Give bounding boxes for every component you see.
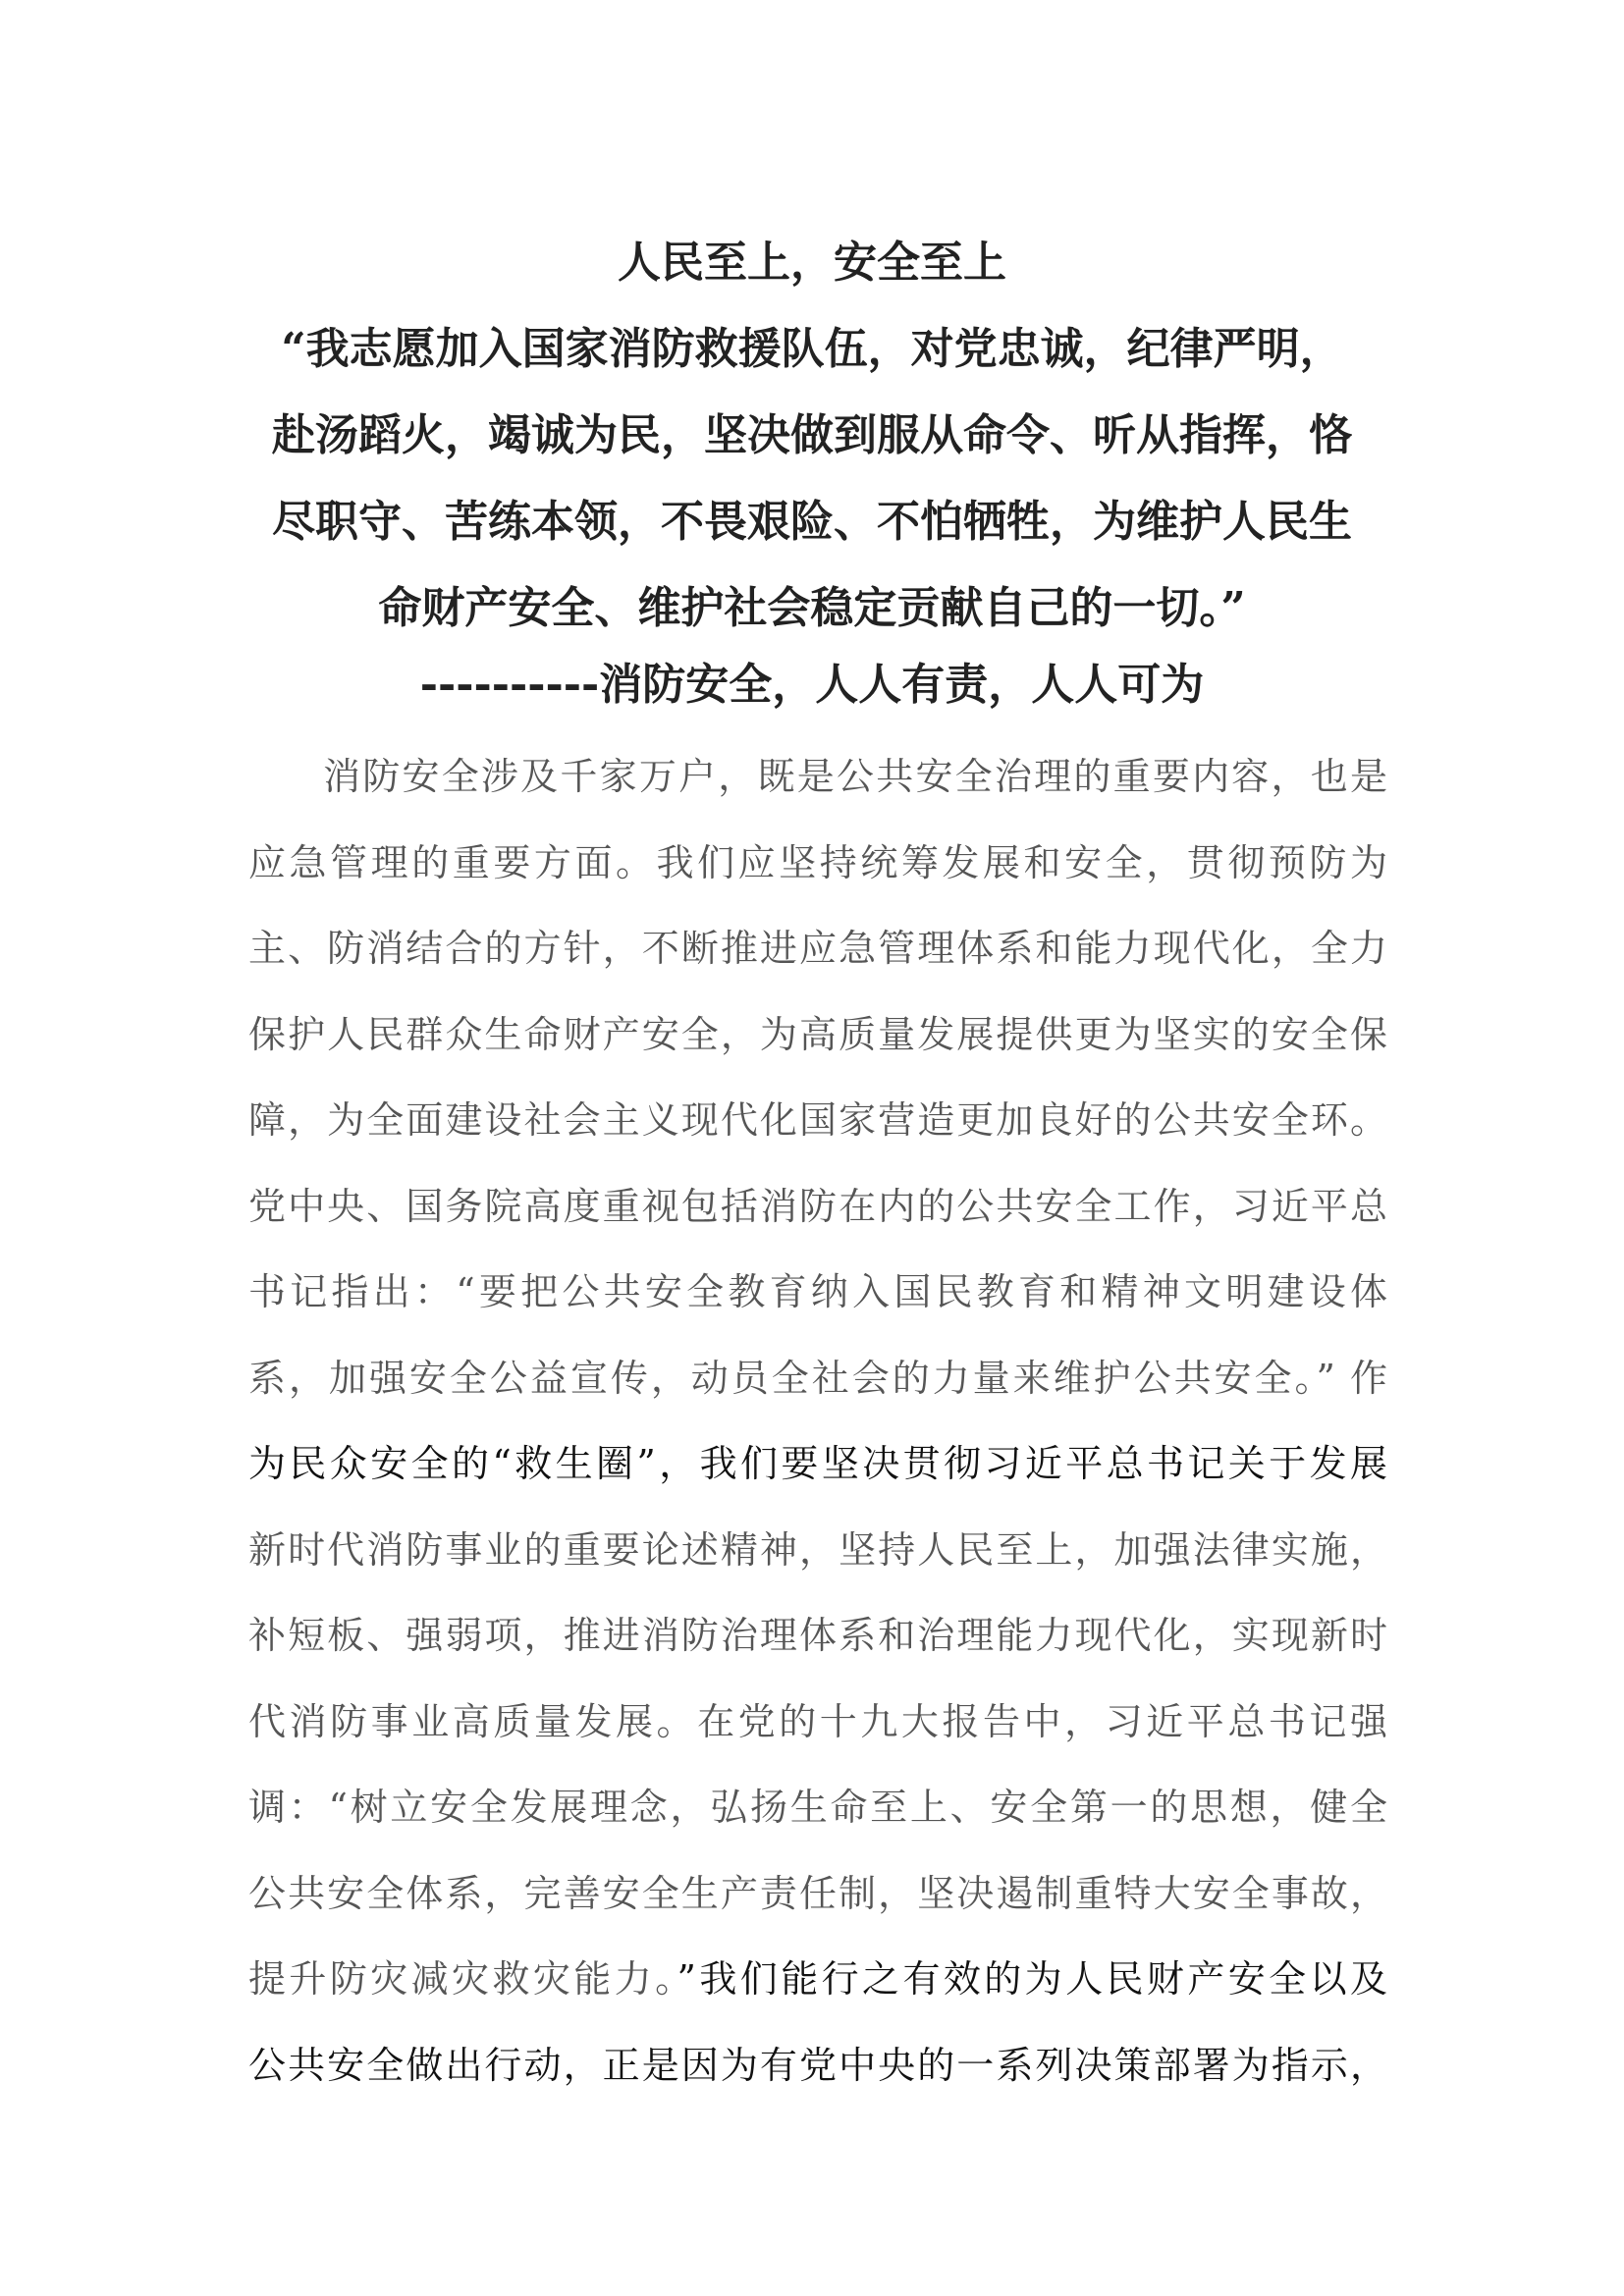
body-line: 公共安全体系，完善安全生产责任制，坚决遏制重特大安全事故， — [248, 1871, 1387, 1915]
body-line: 消防安全涉及千家万户，既是公共安全治理的重要内容，也是 — [323, 755, 1387, 798]
document-title: 人民至上，安全至上 — [618, 238, 1006, 288]
body-line: 公共安全做出行动，正是因为有党中央的一系列决策部署为指示， — [248, 2043, 1387, 2087]
body-line: 为民众安全的“救生圈”，我们要坚决贯彻习近平总书记关于发展 — [248, 1442, 1387, 1485]
body-paragraph — [248, 734, 1387, 2109]
body-line: 党中央、国务院高度重视包括消防在内的公共安全工作，习近平总 — [248, 1184, 1387, 1228]
body-line: 代消防事业高质量发展。在党的十九大报告中，习近平总书记强 — [248, 1699, 1387, 1743]
motto-line: ----------消防安全，人人有责，人人可为 — [419, 660, 1205, 710]
body-line: 应急管理的重要方面。我们应坚持统筹发展和安全，贯彻预防为 — [248, 840, 1387, 884]
oath-line: 赴汤蹈火，竭诚为民，坚决做到服从命令、听从指挥，恪 — [272, 410, 1352, 460]
body-line-part: ”我们能行之有效的为人民财产安全以及 — [677, 1957, 1387, 2001]
oath-line: “我志愿加入国家消防救援队伍，对党忠诚，纪律严明， — [281, 324, 1343, 374]
body-line: 保护人民群众生命财产安全，为高质量发展提供更为坚实的安全保 — [248, 1012, 1387, 1056]
body-line: 新时代消防事业的重要论述精神，坚持人民至上，加强法律实施， — [248, 1527, 1387, 1572]
body-line: 障，为全面建设社会主义现代化国家营造更加良好的公共安全环。 — [248, 1098, 1387, 1142]
body-line-part: 提升防灾减灾救灾能力。 — [248, 1957, 677, 2001]
body-line: 调：“树立安全发展理念，弘扬生命至上、安全第一的思想，健全 — [248, 1786, 1387, 1829]
oath-line: 尽职守、苦练本领，不畏艰险、不怕牺牲，为维护人民生 — [272, 497, 1352, 547]
body-line: 补短板、强弱项，推进消防治理体系和治理能力现代化，实现新时 — [248, 1614, 1387, 1657]
oath-line: 命财产安全、维护社会稳定贡献自己的一切。” — [378, 583, 1246, 633]
oath-quote — [245, 306, 1379, 652]
body-line-mixed — [248, 1937, 1387, 2023]
body-line: 主、防消结合的方针，不断推进应急管理体系和能力现代化，全力 — [248, 927, 1387, 970]
body-line: 系，加强安全公益宣传，动员全社会的力量来维护公共安全。” 作 — [248, 1356, 1387, 1400]
body-line: 书记指出：“要把公共安全教育纳入国民教育和精神文明建设体 — [248, 1270, 1387, 1313]
